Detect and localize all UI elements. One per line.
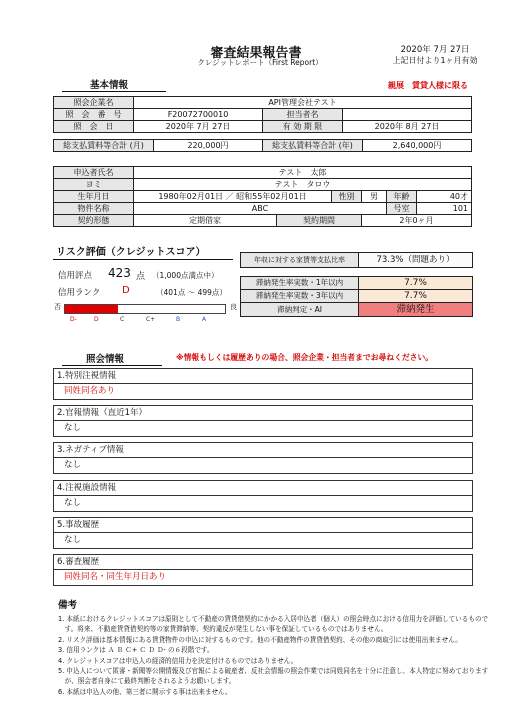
staff-label: 担当者名 bbox=[263, 109, 343, 121]
gauge-scale-label: C bbox=[120, 316, 125, 323]
age-label: 年齢 bbox=[387, 191, 417, 203]
risk-divider bbox=[53, 259, 233, 260]
property-label: 物件名称 bbox=[54, 203, 134, 215]
report-validity: 上記日付より1ヶ月有効 bbox=[392, 56, 478, 65]
rent-ratio-value: 73.3%（問題あり） bbox=[359, 253, 473, 268]
inquiry-item-value: 同姓同名あり bbox=[64, 386, 116, 396]
inquiry-date-value: 2020年 7月 27日 bbox=[134, 121, 263, 133]
inquiry-number-label: 照 会 番 号 bbox=[54, 109, 134, 121]
age-value: 40才 bbox=[417, 191, 472, 203]
risk-heading: リスク評価（クレジットスコア） bbox=[56, 247, 206, 258]
inquiry-item-title: 3.ネガティブ情報 bbox=[54, 443, 472, 458]
risk-metrics-table bbox=[240, 252, 473, 268]
birth-label: 生年月日 bbox=[54, 191, 134, 203]
report-title: 審査結果報告書 bbox=[210, 46, 302, 61]
gauge-scale-label: D bbox=[94, 316, 99, 323]
report-subtitle: クレジットレポート（First Report） bbox=[197, 58, 323, 67]
confidential-note: 親展 賃貸人様に限る bbox=[388, 81, 468, 90]
contract-period-value: 2年0ヶ月 bbox=[362, 215, 472, 227]
inquiry-item-title: 4.注視施設情報 bbox=[54, 481, 472, 496]
inquiry-heading: 照会情報 bbox=[86, 354, 125, 365]
remark-line: 5. 申込人について匿審・新聞等公開情報及び官報による破産者、反社会情報の照会作業では同姓同名を十分に注意し、本人特定に努めております bbox=[58, 667, 489, 676]
remark-line: 3. 信用ランクは Ａ Ｂ Ｃ+ Ｃ Ｄ Ｄ- の６段階です。 bbox=[58, 646, 214, 655]
room-value: 101 bbox=[417, 203, 472, 215]
inquiry-item-title: 1.特別注視情報 bbox=[54, 369, 472, 384]
remark-line: が、照会者自身にて最終判断をされるようお願いします。 bbox=[58, 677, 236, 686]
inquiry-item-value: なし bbox=[64, 497, 82, 508]
gauge-track bbox=[64, 304, 226, 314]
ai-judgment-value: 滞納発生 bbox=[359, 303, 473, 317]
remarks-heading: 備考 bbox=[58, 600, 78, 611]
gauge-fill bbox=[65, 305, 118, 313]
basic-info-heading: 基本情報 bbox=[90, 80, 129, 91]
inquiry-date-label: 照 会 日 bbox=[54, 121, 134, 133]
kana-value: テスト タロウ bbox=[134, 179, 472, 191]
ai-judgment-label: 滞納判定・AI bbox=[241, 303, 359, 317]
inquiry-item-title: 5.事故履歴 bbox=[54, 518, 472, 533]
applicant-table bbox=[53, 166, 472, 227]
delay-3yr-value: 7.7% bbox=[359, 290, 473, 303]
gauge-scale-label: A bbox=[202, 316, 207, 323]
rank-gauge bbox=[54, 302, 239, 330]
contract-period-label: 契約期間 bbox=[277, 215, 362, 227]
inquiry-item-value: なし bbox=[64, 423, 82, 434]
inquiry-item-value: 同姓同名・同生年月日あり bbox=[64, 572, 167, 582]
score-row bbox=[58, 266, 248, 284]
gender-value: 男 bbox=[362, 191, 387, 203]
room-label: 号室 bbox=[387, 203, 417, 215]
rank-value: D bbox=[122, 285, 130, 296]
birth-value: 1980年02月01日 ／ 昭和55年02月01日 bbox=[134, 191, 332, 203]
inquiry-number-value: F20072700010 bbox=[134, 109, 263, 121]
gauge-scale-label: D- bbox=[70, 316, 77, 323]
payment-table bbox=[53, 139, 472, 152]
inquiry-item-value: なし bbox=[64, 460, 82, 471]
delay-1yr-label: 滞納発生率実数・1年以内 bbox=[241, 277, 359, 290]
yearly-total-label: 総支払賃料等合計 (年) bbox=[263, 140, 363, 152]
monthly-total-label: 総支払賃料等合計 (月) bbox=[54, 140, 154, 152]
gauge-good-label: 良 bbox=[230, 303, 237, 311]
remark-line: 4. クレジットスコアは申込人の経済的信用力を決定付けるものではありません。 bbox=[58, 656, 298, 665]
rent-ratio-label: 年収に対する家賃等支払比率 bbox=[241, 253, 359, 268]
score-value: 423 bbox=[108, 266, 131, 280]
remark-line: 2. リスク評価は基本情報にある賃貸物件の申込に対するものです。他の不動産物件の賃貸借契約、その他の商取引には使用出来ません。 bbox=[58, 635, 462, 644]
company-value: API管理会社テスト bbox=[134, 97, 472, 109]
inquiry-item bbox=[53, 442, 473, 474]
score-label: 信用評点 bbox=[58, 271, 93, 281]
inquiry-note: ※情報もしくは履歴ありの場合、照会企業・担当者までお尋ねください。 bbox=[176, 353, 434, 362]
company-label: 照会企業名 bbox=[54, 97, 134, 109]
applicant-name-label: 申込者氏名 bbox=[54, 167, 134, 179]
gauge-scale-label: B bbox=[176, 316, 181, 323]
gauge-bad-label: 否 bbox=[54, 303, 61, 311]
expiry-value: 2020年 8月 27日 bbox=[343, 121, 472, 133]
inquiry-item-title: 6.審査履歴 bbox=[54, 555, 472, 570]
gauge-scale bbox=[64, 316, 226, 326]
inquiry-item-title: 2.官報情報（直近1年） bbox=[54, 406, 472, 421]
inquiry-item bbox=[53, 368, 473, 400]
inquiry-divider bbox=[62, 365, 162, 366]
remark-line: す。将来、不動産賃貸借契約等の家賃滞納等、契約違反が発生しない事を保証しているものではありません。 bbox=[58, 625, 388, 634]
rank-row bbox=[58, 285, 248, 301]
remark-line: 6. 本紙は申込人の他、第三者に開示する事は出来ません。 bbox=[58, 687, 232, 696]
report-date: 2020年 7月 27日 bbox=[400, 45, 470, 55]
delay-1yr-value: 7.7% bbox=[359, 277, 473, 290]
inquiry-item bbox=[53, 517, 473, 549]
inquiry-item bbox=[53, 554, 473, 586]
staff-value bbox=[343, 109, 472, 121]
yearly-total-value: 2,640,000円 bbox=[363, 140, 472, 152]
gender-label: 性別 bbox=[332, 191, 362, 203]
contract-type-label: 契約形態 bbox=[54, 215, 134, 227]
delay-metrics-table bbox=[240, 276, 473, 317]
inquiry-item-value: なし bbox=[64, 534, 82, 545]
contract-type-value: 定期借家 bbox=[134, 215, 277, 227]
delay-3yr-label: 滞納発生率実数・3年以内 bbox=[241, 290, 359, 303]
inquiry-item bbox=[53, 480, 473, 512]
basic-info-divider bbox=[62, 91, 166, 92]
rank-range: （401点 ～ 499点） bbox=[156, 288, 227, 297]
remarks-list bbox=[58, 614, 488, 697]
kana-label: ヨミ bbox=[54, 179, 134, 191]
expiry-label: 有 効 期 限 bbox=[263, 121, 343, 133]
inquiry-item bbox=[53, 405, 473, 437]
monthly-total-value: 220,000円 bbox=[154, 140, 263, 152]
property-value: ABC bbox=[134, 203, 387, 215]
rank-label: 信用ランク bbox=[58, 288, 101, 298]
basic-info-table bbox=[53, 96, 472, 133]
score-note: （1,000点満点中） bbox=[152, 271, 219, 280]
gauge-scale-label: C+ bbox=[146, 316, 156, 323]
score-unit: 点 bbox=[136, 272, 146, 282]
remark-line: 1. 本紙におけるクレジットスコアは原則として不動産の賃貸借契約にかかる入居申込者（個人）の照会時点における信用力を評価しているもので bbox=[58, 615, 489, 623]
applicant-name-value: テスト 太郎 bbox=[134, 167, 472, 179]
